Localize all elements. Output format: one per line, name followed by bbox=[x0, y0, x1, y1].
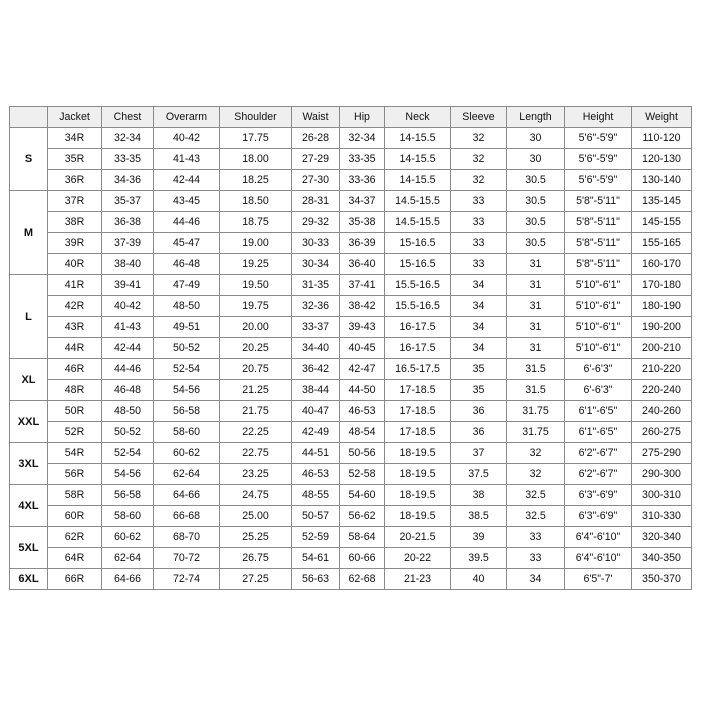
table-cell: 48-50 bbox=[102, 401, 154, 422]
table-cell: 64R bbox=[48, 548, 102, 569]
table-cell: 27-29 bbox=[292, 149, 340, 170]
table-cell: 64-66 bbox=[154, 485, 220, 506]
table-cell: 48-50 bbox=[154, 296, 220, 317]
table-cell: 50-52 bbox=[102, 422, 154, 443]
table-cell: 32.5 bbox=[507, 485, 565, 506]
table-cell: 260-275 bbox=[632, 422, 692, 443]
table-cell: 62R bbox=[48, 527, 102, 548]
table-cell: 120-130 bbox=[632, 149, 692, 170]
size-group-label: L bbox=[10, 275, 48, 359]
table-cell: 20-21.5 bbox=[385, 527, 451, 548]
table-cell: 56R bbox=[48, 464, 102, 485]
table-cell: 18.75 bbox=[220, 212, 292, 233]
table-cell: 37 bbox=[451, 443, 507, 464]
table-cell: 6'2"-6'7" bbox=[565, 443, 632, 464]
table-cell: 14-15.5 bbox=[385, 170, 451, 191]
table-cell: 50-56 bbox=[340, 443, 385, 464]
table-cell: 16.5-17.5 bbox=[385, 359, 451, 380]
table-cell: 66-68 bbox=[154, 506, 220, 527]
table-cell: 56-62 bbox=[340, 506, 385, 527]
table-cell: 40-45 bbox=[340, 338, 385, 359]
table-cell: 19.00 bbox=[220, 233, 292, 254]
table-cell: 38-40 bbox=[102, 254, 154, 275]
table-cell: 62-68 bbox=[340, 569, 385, 590]
table-cell: 32 bbox=[507, 443, 565, 464]
table-cell: 19.25 bbox=[220, 254, 292, 275]
table-cell: 52-58 bbox=[340, 464, 385, 485]
table-cell: 58R bbox=[48, 485, 102, 506]
table-cell: 110-120 bbox=[632, 128, 692, 149]
table-cell: 320-340 bbox=[632, 527, 692, 548]
table-cell: 21.25 bbox=[220, 380, 292, 401]
table-cell: 6'3"-6'9" bbox=[565, 485, 632, 506]
column-header: Sleeve bbox=[451, 107, 507, 128]
size-group-label: 6XL bbox=[10, 569, 48, 590]
table-cell: 31 bbox=[507, 296, 565, 317]
table-cell: 29-32 bbox=[292, 212, 340, 233]
table-cell: 31 bbox=[507, 275, 565, 296]
table-cell: 18.25 bbox=[220, 170, 292, 191]
table-cell: 14-15.5 bbox=[385, 149, 451, 170]
table-cell: 36-38 bbox=[102, 212, 154, 233]
table-cell: 43R bbox=[48, 317, 102, 338]
table-cell: 58-64 bbox=[340, 527, 385, 548]
table-cell: 5'8"-5'11" bbox=[565, 254, 632, 275]
table-cell: 54R bbox=[48, 443, 102, 464]
table-cell: 180-190 bbox=[632, 296, 692, 317]
table-cell: 36-39 bbox=[340, 233, 385, 254]
table-cell: 30.5 bbox=[507, 170, 565, 191]
column-header: Hip bbox=[340, 107, 385, 128]
table-cell: 32 bbox=[451, 149, 507, 170]
table-cell: 190-200 bbox=[632, 317, 692, 338]
table-cell: 34-37 bbox=[340, 191, 385, 212]
table-cell: 18-19.5 bbox=[385, 506, 451, 527]
table-cell: 130-140 bbox=[632, 170, 692, 191]
table-row bbox=[10, 548, 692, 569]
table-cell: 33-36 bbox=[340, 170, 385, 191]
table-cell: 5'8"-5'11" bbox=[565, 191, 632, 212]
table-cell: 46-48 bbox=[102, 380, 154, 401]
table-cell: 33 bbox=[451, 233, 507, 254]
table-cell: 14-15.5 bbox=[385, 128, 451, 149]
table-cell: 58-60 bbox=[154, 422, 220, 443]
table-cell: 32 bbox=[507, 464, 565, 485]
table-cell: 33 bbox=[507, 527, 565, 548]
table-cell: 62-64 bbox=[102, 548, 154, 569]
table-cell: 44-51 bbox=[292, 443, 340, 464]
table-cell: 39-43 bbox=[340, 317, 385, 338]
table-row bbox=[10, 191, 692, 212]
table-cell: 15-16.5 bbox=[385, 254, 451, 275]
table-cell: 41-43 bbox=[102, 317, 154, 338]
table-cell: 30-34 bbox=[292, 254, 340, 275]
table-cell: 170-180 bbox=[632, 275, 692, 296]
table-cell: 5'6"-5'9" bbox=[565, 149, 632, 170]
table-cell: 37-39 bbox=[102, 233, 154, 254]
column-header: Height bbox=[565, 107, 632, 128]
table-cell: 31.5 bbox=[507, 380, 565, 401]
table-cell: 340-350 bbox=[632, 548, 692, 569]
column-header: Shoulder bbox=[220, 107, 292, 128]
column-header: Jacket bbox=[48, 107, 102, 128]
table-cell: 36 bbox=[451, 401, 507, 422]
table-cell: 32-34 bbox=[340, 128, 385, 149]
table-cell: 41-43 bbox=[154, 149, 220, 170]
table-cell: 42-49 bbox=[292, 422, 340, 443]
table-cell: 26.75 bbox=[220, 548, 292, 569]
table-cell: 42-47 bbox=[340, 359, 385, 380]
table-cell: 47-49 bbox=[154, 275, 220, 296]
table-cell: 33 bbox=[507, 548, 565, 569]
table-cell: 15.5-16.5 bbox=[385, 296, 451, 317]
table-cell: 25.25 bbox=[220, 527, 292, 548]
table-cell: 17.75 bbox=[220, 128, 292, 149]
table-cell: 24.75 bbox=[220, 485, 292, 506]
table-cell: 145-155 bbox=[632, 212, 692, 233]
table-cell: 26-28 bbox=[292, 128, 340, 149]
table-cell: 36-40 bbox=[340, 254, 385, 275]
table-cell: 32-34 bbox=[102, 128, 154, 149]
table-cell: 54-61 bbox=[292, 548, 340, 569]
table-cell: 30-33 bbox=[292, 233, 340, 254]
column-header: Length bbox=[507, 107, 565, 128]
table-cell: 38 bbox=[451, 485, 507, 506]
table-row bbox=[10, 401, 692, 422]
header-row bbox=[10, 107, 692, 128]
table-row bbox=[10, 233, 692, 254]
table-cell: 31.75 bbox=[507, 422, 565, 443]
table-cell: 46-53 bbox=[340, 401, 385, 422]
table-cell: 35R bbox=[48, 149, 102, 170]
table-cell: 33 bbox=[451, 191, 507, 212]
table-cell: 34-36 bbox=[102, 170, 154, 191]
table-cell: 33-35 bbox=[102, 149, 154, 170]
table-cell: 52-54 bbox=[154, 359, 220, 380]
table-cell: 39-41 bbox=[102, 275, 154, 296]
table-cell: 5'8"-5'11" bbox=[565, 212, 632, 233]
table-cell: 34 bbox=[451, 338, 507, 359]
table-cell: 290-300 bbox=[632, 464, 692, 485]
table-cell: 22.75 bbox=[220, 443, 292, 464]
table-cell: 19.50 bbox=[220, 275, 292, 296]
table-cell: 28-31 bbox=[292, 191, 340, 212]
table-cell: 16-17.5 bbox=[385, 338, 451, 359]
table-cell: 5'6"-5'9" bbox=[565, 170, 632, 191]
column-header: Overarm bbox=[154, 107, 220, 128]
table-cell: 34 bbox=[451, 275, 507, 296]
size-group-label: XL bbox=[10, 359, 48, 401]
table-cell: 46-48 bbox=[154, 254, 220, 275]
size-chart-table bbox=[9, 106, 692, 590]
table-cell: 32-36 bbox=[292, 296, 340, 317]
table-cell: 30 bbox=[507, 149, 565, 170]
table-cell: 37-41 bbox=[340, 275, 385, 296]
table-cell: 34-40 bbox=[292, 338, 340, 359]
table-cell: 160-170 bbox=[632, 254, 692, 275]
table-cell: 240-260 bbox=[632, 401, 692, 422]
table-cell: 31.5 bbox=[507, 359, 565, 380]
table-row bbox=[10, 149, 692, 170]
table-cell: 31.75 bbox=[507, 401, 565, 422]
table-cell: 38-42 bbox=[340, 296, 385, 317]
column-header: Neck bbox=[385, 107, 451, 128]
table-cell: 42-44 bbox=[102, 338, 154, 359]
table-cell: 30.5 bbox=[507, 191, 565, 212]
table-cell: 30 bbox=[507, 128, 565, 149]
table-cell: 25.00 bbox=[220, 506, 292, 527]
table-cell: 33-35 bbox=[340, 149, 385, 170]
table-cell: 40R bbox=[48, 254, 102, 275]
table-cell: 49-51 bbox=[154, 317, 220, 338]
table-cell: 27-30 bbox=[292, 170, 340, 191]
table-cell: 35 bbox=[451, 359, 507, 380]
size-group-label: M bbox=[10, 191, 48, 275]
table-cell: 5'10"-6'1" bbox=[565, 296, 632, 317]
table-cell: 60-66 bbox=[340, 548, 385, 569]
table-cell: 5'6"-5'9" bbox=[565, 128, 632, 149]
column-header: Chest bbox=[102, 107, 154, 128]
table-cell: 300-310 bbox=[632, 485, 692, 506]
table-cell: 37.5 bbox=[451, 464, 507, 485]
table-row bbox=[10, 275, 692, 296]
table-cell: 21-23 bbox=[385, 569, 451, 590]
table-cell: 37R bbox=[48, 191, 102, 212]
table-row bbox=[10, 128, 692, 149]
table-cell: 5'10"-6'1" bbox=[565, 317, 632, 338]
table-cell: 40-42 bbox=[154, 128, 220, 149]
table-cell: 17-18.5 bbox=[385, 422, 451, 443]
table-cell: 15-16.5 bbox=[385, 233, 451, 254]
table-cell: 20-22 bbox=[385, 548, 451, 569]
table-cell: 44R bbox=[48, 338, 102, 359]
size-group-label: S bbox=[10, 128, 48, 191]
table-cell: 18.50 bbox=[220, 191, 292, 212]
table-cell: 6'1"-6'5" bbox=[565, 401, 632, 422]
table-cell: 14.5-15.5 bbox=[385, 191, 451, 212]
table-cell: 200-210 bbox=[632, 338, 692, 359]
table-cell: 34 bbox=[451, 296, 507, 317]
table-cell: 42R bbox=[48, 296, 102, 317]
table-cell: 68-70 bbox=[154, 527, 220, 548]
table-cell: 72-74 bbox=[154, 569, 220, 590]
table-cell: 18-19.5 bbox=[385, 443, 451, 464]
table-cell: 32 bbox=[451, 128, 507, 149]
table-cell: 40 bbox=[451, 569, 507, 590]
table-cell: 33 bbox=[451, 212, 507, 233]
table-cell: 66R bbox=[48, 569, 102, 590]
table-cell: 39.5 bbox=[451, 548, 507, 569]
table-cell: 31-35 bbox=[292, 275, 340, 296]
table-cell: 18-19.5 bbox=[385, 464, 451, 485]
table-cell: 38R bbox=[48, 212, 102, 233]
table-cell: 6'2"-6'7" bbox=[565, 464, 632, 485]
table-cell: 38.5 bbox=[451, 506, 507, 527]
table-cell: 20.25 bbox=[220, 338, 292, 359]
table-cell: 70-72 bbox=[154, 548, 220, 569]
table-cell: 48R bbox=[48, 380, 102, 401]
table-cell: 350-370 bbox=[632, 569, 692, 590]
table-cell: 35-37 bbox=[102, 191, 154, 212]
size-group-label: XXL bbox=[10, 401, 48, 443]
table-cell: 18-19.5 bbox=[385, 485, 451, 506]
table-cell: 35-38 bbox=[340, 212, 385, 233]
table-cell: 31 bbox=[507, 254, 565, 275]
table-row bbox=[10, 443, 692, 464]
table-cell: 310-330 bbox=[632, 506, 692, 527]
table-cell: 34 bbox=[451, 317, 507, 338]
table-cell: 43-45 bbox=[154, 191, 220, 212]
table-row bbox=[10, 296, 692, 317]
table-cell: 34R bbox=[48, 128, 102, 149]
table-cell: 135-145 bbox=[632, 191, 692, 212]
table-cell: 32 bbox=[451, 170, 507, 191]
table-row bbox=[10, 317, 692, 338]
table-cell: 46R bbox=[48, 359, 102, 380]
column-header: Waist bbox=[292, 107, 340, 128]
table-cell: 20.75 bbox=[220, 359, 292, 380]
table-cell: 54-60 bbox=[340, 485, 385, 506]
table-cell: 39 bbox=[451, 527, 507, 548]
table-cell: 30.5 bbox=[507, 212, 565, 233]
table-cell: 14.5-15.5 bbox=[385, 212, 451, 233]
table-cell: 44-50 bbox=[340, 380, 385, 401]
table-cell: 6'-6'3" bbox=[565, 380, 632, 401]
table-cell: 50-52 bbox=[154, 338, 220, 359]
table-cell: 56-58 bbox=[154, 401, 220, 422]
column-header: Weight bbox=[632, 107, 692, 128]
table-cell: 220-240 bbox=[632, 380, 692, 401]
table-cell: 22.25 bbox=[220, 422, 292, 443]
table-cell: 60-62 bbox=[154, 443, 220, 464]
table-cell: 5'10"-6'1" bbox=[565, 275, 632, 296]
table-cell: 50-57 bbox=[292, 506, 340, 527]
size-group-label: 4XL bbox=[10, 485, 48, 527]
table-cell: 6'1"-6'5" bbox=[565, 422, 632, 443]
table-cell: 32.5 bbox=[507, 506, 565, 527]
table-cell: 36-42 bbox=[292, 359, 340, 380]
table-cell: 30.5 bbox=[507, 233, 565, 254]
table-cell: 33-37 bbox=[292, 317, 340, 338]
size-group-label: 5XL bbox=[10, 527, 48, 569]
table-cell: 40-47 bbox=[292, 401, 340, 422]
table-cell: 52-54 bbox=[102, 443, 154, 464]
table-row bbox=[10, 464, 692, 485]
table-cell: 44-46 bbox=[102, 359, 154, 380]
table-cell: 20.00 bbox=[220, 317, 292, 338]
table-cell: 48-54 bbox=[340, 422, 385, 443]
table-cell: 62-64 bbox=[154, 464, 220, 485]
table-cell: 60R bbox=[48, 506, 102, 527]
table-cell: 16-17.5 bbox=[385, 317, 451, 338]
table-cell: 155-165 bbox=[632, 233, 692, 254]
table-cell: 17-18.5 bbox=[385, 401, 451, 422]
table-row bbox=[10, 380, 692, 401]
table-cell: 5'8"-5'11" bbox=[565, 233, 632, 254]
table-cell: 35 bbox=[451, 380, 507, 401]
table-row bbox=[10, 338, 692, 359]
table-cell: 54-56 bbox=[102, 464, 154, 485]
table-cell: 58-60 bbox=[102, 506, 154, 527]
table-cell: 45-47 bbox=[154, 233, 220, 254]
table-body bbox=[10, 128, 692, 590]
table-cell: 210-220 bbox=[632, 359, 692, 380]
table-cell: 50R bbox=[48, 401, 102, 422]
table-row bbox=[10, 485, 692, 506]
table-cell: 275-290 bbox=[632, 443, 692, 464]
table-cell: 48-55 bbox=[292, 485, 340, 506]
table-row bbox=[10, 170, 692, 191]
table-cell: 21.75 bbox=[220, 401, 292, 422]
table-cell: 17-18.5 bbox=[385, 380, 451, 401]
table-row bbox=[10, 422, 692, 443]
table-cell: 33 bbox=[451, 254, 507, 275]
table-cell: 46-53 bbox=[292, 464, 340, 485]
table-cell: 42-44 bbox=[154, 170, 220, 191]
table-cell: 36 bbox=[451, 422, 507, 443]
table-cell: 19.75 bbox=[220, 296, 292, 317]
table-cell: 27.25 bbox=[220, 569, 292, 590]
table-cell: 31 bbox=[507, 317, 565, 338]
table-cell: 6'4"-6'10" bbox=[565, 548, 632, 569]
table-cell: 15.5-16.5 bbox=[385, 275, 451, 296]
table-cell: 31 bbox=[507, 338, 565, 359]
table-cell: 54-56 bbox=[154, 380, 220, 401]
table-row bbox=[10, 506, 692, 527]
table-cell: 38-44 bbox=[292, 380, 340, 401]
table-cell: 18.00 bbox=[220, 149, 292, 170]
header-corner bbox=[10, 107, 48, 128]
table-cell: 39R bbox=[48, 233, 102, 254]
table-cell: 23.25 bbox=[220, 464, 292, 485]
size-group-label: 3XL bbox=[10, 443, 48, 485]
table-row bbox=[10, 527, 692, 548]
table-cell: 6'-6'3" bbox=[565, 359, 632, 380]
table-cell: 52-59 bbox=[292, 527, 340, 548]
table-cell: 34 bbox=[507, 569, 565, 590]
table-cell: 6'4"-6'10" bbox=[565, 527, 632, 548]
table-cell: 44-46 bbox=[154, 212, 220, 233]
table-cell: 6'3"-6'9" bbox=[565, 506, 632, 527]
table-cell: 60-62 bbox=[102, 527, 154, 548]
table-row bbox=[10, 254, 692, 275]
table-cell: 36R bbox=[48, 170, 102, 191]
table-cell: 64-66 bbox=[102, 569, 154, 590]
table-cell: 52R bbox=[48, 422, 102, 443]
table-cell: 5'10"-6'1" bbox=[565, 338, 632, 359]
table-cell: 40-42 bbox=[102, 296, 154, 317]
table-row bbox=[10, 212, 692, 233]
table-cell: 56-58 bbox=[102, 485, 154, 506]
table-row bbox=[10, 569, 692, 590]
table-cell: 6'5"-7' bbox=[565, 569, 632, 590]
table-cell: 56-63 bbox=[292, 569, 340, 590]
table-row bbox=[10, 359, 692, 380]
table-cell: 41R bbox=[48, 275, 102, 296]
